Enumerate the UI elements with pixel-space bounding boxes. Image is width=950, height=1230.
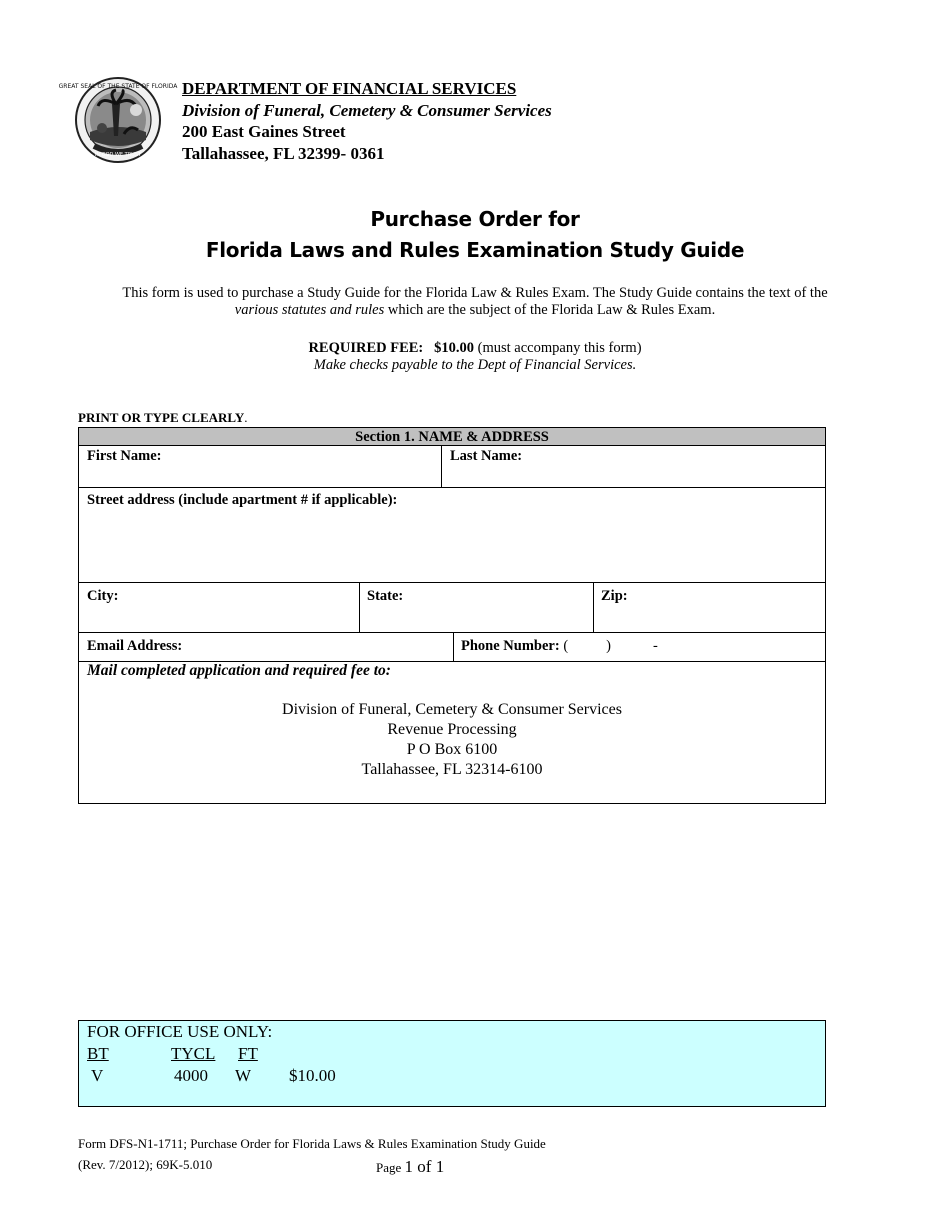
state-field[interactable]	[360, 583, 593, 632]
office-value-tycl: 4000	[174, 1066, 208, 1085]
fee-amount: $10.00	[434, 340, 475, 356]
street-address-label: Street address (include apartment # if applicable):	[87, 492, 398, 508]
office-header-bt: BT	[87, 1044, 109, 1063]
department-city: Tallahassee, FL 32399- 0361	[182, 144, 385, 163]
first-name-label: First Name:	[87, 448, 162, 464]
form-title-line1: Purchase Order for	[370, 207, 580, 231]
page-number	[376, 1157, 444, 1177]
page-label-text: Page	[376, 1160, 402, 1175]
phone-number-field[interactable]	[454, 633, 826, 661]
phone-open-paren: (	[563, 638, 569, 654]
svg-text:GREAT SEAL OF THE STATE OF FLO: GREAT SEAL OF THE STATE OF FLORIDA	[58, 83, 178, 90]
phone-close-paren: )	[606, 638, 611, 654]
state-label: State:	[367, 588, 404, 604]
page-of-text: 1 of 1	[404, 1157, 445, 1176]
first-name-field[interactable]	[79, 446, 441, 487]
office-use-title: FOR OFFICE USE ONLY:	[87, 1022, 273, 1041]
payable-note: Make checks payable to the Dept of Financial Services.	[313, 357, 637, 373]
office-value-bt: V	[91, 1066, 104, 1085]
form-title-line2: Florida Laws and Rules Examination Study Guide	[205, 238, 745, 262]
city-label: City:	[87, 588, 119, 604]
name-address-form	[78, 427, 826, 804]
section-1-header: Section 1. NAME & ADDRESS	[79, 428, 825, 446]
print-clearly-text: PRINT OR TYPE CLEARLY	[78, 410, 245, 425]
state-seal-icon	[58, 76, 178, 164]
department-name: DEPARTMENT OF FINANCIAL SERVICES	[182, 79, 517, 98]
required-fee	[0, 340, 950, 357]
revision-footer: (Rev. 7/2012); 69K-5.010	[78, 1157, 213, 1172]
office-value-ft: W	[235, 1066, 252, 1085]
office-value-fee: $10.00	[289, 1066, 336, 1085]
print-clearly-period: .	[244, 410, 248, 425]
city-field[interactable]	[79, 583, 359, 632]
fee-note: (must accompany this form)	[474, 340, 642, 356]
mail-address-line: Tallahassee, FL 32314-6100	[361, 761, 543, 778]
intro-line2-rest: which are the subject of the Florida Law & Rules Exam.	[384, 302, 716, 318]
zip-field[interactable]	[594, 583, 826, 632]
office-use-box	[78, 1020, 826, 1107]
office-header-ft: FT	[238, 1044, 258, 1063]
email-label: Email Address:	[87, 638, 183, 654]
division-name: Division of Funeral, Cemetery & Consumer Services	[182, 101, 552, 120]
last-name-field[interactable]	[442, 446, 826, 487]
print-clearly-instruction	[78, 410, 248, 426]
mail-address-line: Division of Funeral, Cemetery & Consumer Services	[282, 701, 622, 718]
mail-address-line: P O Box 6100	[406, 741, 498, 758]
last-name-label: Last Name:	[450, 448, 523, 464]
intro-text-line2	[0, 302, 950, 319]
phone-label-text: Phone Number:	[461, 638, 560, 654]
office-header-tycl: TYCL	[171, 1044, 216, 1063]
phone-dash: -	[653, 638, 658, 654]
fee-label: REQUIRED FEE:	[308, 340, 424, 356]
street-address-field[interactable]	[79, 488, 826, 582]
intro-italic-phrase: various statutes and rules	[234, 302, 385, 318]
department-street: 200 East Gaines Street	[182, 122, 346, 141]
zip-label: Zip:	[601, 588, 628, 604]
email-field[interactable]	[79, 633, 453, 661]
intro-text-line1: This form is used to purchase a Study Guide for the Florida Law & Rules Exam. The Study Guide contains the text of the	[122, 285, 828, 301]
form-id-footer: Form DFS-N1-1711; Purchase Order for Florida Laws & Rules Examination Study Guide	[78, 1136, 546, 1151]
mail-instructions-label: Mail completed application and required fee to:	[87, 662, 391, 679]
svg-text:IN GOD WE TRUST: IN GOD WE TRUST	[94, 152, 142, 158]
mail-address-line: Revenue Processing	[387, 721, 517, 738]
